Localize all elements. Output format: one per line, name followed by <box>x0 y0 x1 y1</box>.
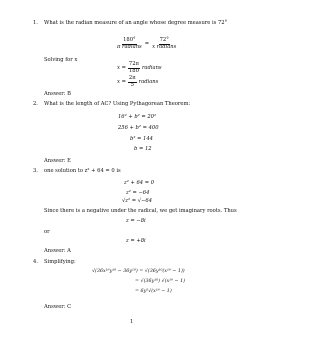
page-number: 1 <box>130 319 134 325</box>
q2-number: 2. <box>33 101 38 107</box>
q1-equation-proportion <box>116 38 177 50</box>
q4-answer: Answer: C <box>44 304 72 310</box>
q3-line-2: z² = −64 <box>126 190 150 196</box>
q4-question: Simplifying: <box>44 259 76 265</box>
q1-eq1-rhs-num: 72° <box>159 37 169 43</box>
q1-eq1-lhs-fraction <box>116 38 143 50</box>
q1-eq1-rhs-den: x radians <box>152 43 177 50</box>
q1-eq2-den: 180 <box>128 67 139 74</box>
q1-eq3-den: 5 <box>130 81 134 88</box>
q3-line-3: √z² = √−64 <box>122 198 153 204</box>
q1-eq3-num: 2π <box>128 75 136 81</box>
q1-answer: Answer: B <box>44 91 71 97</box>
q3-root-1: z = −8i <box>126 218 146 224</box>
q1-equation-step2 <box>117 76 158 88</box>
q1-solving-text: Solving for x <box>44 57 78 63</box>
q4-line-3: = 6y⁵√(x¹⁶ − 1) <box>135 289 172 294</box>
q2-answer: Answer: E <box>44 158 71 164</box>
q1-equation-step1 <box>117 62 162 74</box>
q2-line-1: 16² + b² = 20² <box>118 114 157 120</box>
q4-number: 4. <box>33 259 38 265</box>
q2-line-2: 256 + b² = 400 <box>118 125 159 131</box>
q1-eq1-rhs-fraction <box>151 38 177 50</box>
q3-number: 3. <box>33 168 38 174</box>
q1-eq2-fraction <box>128 62 140 74</box>
q1-eq2-unit: radians <box>141 64 162 71</box>
q2-question: What is the length of AC? Using Pythagorean Theorem: <box>44 101 191 107</box>
q2-line-4: b = 12 <box>134 146 152 152</box>
q3-answer: Answer: A <box>44 248 71 254</box>
q1-eq2-num: 72π <box>128 61 139 67</box>
q1-eq2-lhs: x = <box>117 64 126 71</box>
q1-eq1-lhs-den: π radians <box>117 43 142 50</box>
q3-question: one solution to z² + 64 = 0 is <box>44 168 121 174</box>
q1-eq3-unit: radians <box>138 78 159 85</box>
q3-or: or <box>44 229 50 235</box>
q1-number: 1. <box>33 20 38 26</box>
q1-eq3-fraction <box>128 76 137 88</box>
q2-line-3: b² = 144 <box>130 136 153 142</box>
q4-line-1: √(36x¹⁶y¹⁰ − 36y¹⁰) = √(36y¹⁰(x¹⁶ − 1)) <box>92 269 185 274</box>
q1-eq1-lhs-num: 180° <box>123 37 136 43</box>
q3-root-2: z = +8i <box>126 238 146 244</box>
q3-line-1: z² + 64 = 0 <box>124 180 155 186</box>
q3-explanation: Since there is a negative under the radical, we get imaginary roots. Thus <box>44 208 237 214</box>
q1-eq1-equals: = <box>144 40 150 47</box>
q1-eq3-lhs: x = <box>117 78 126 85</box>
q1-question: What is the radian measure of an angle whose degree measure is 72° <box>44 20 228 26</box>
q4-line-2: = √(36y¹⁰) √(x¹⁶ − 1) <box>135 279 185 284</box>
